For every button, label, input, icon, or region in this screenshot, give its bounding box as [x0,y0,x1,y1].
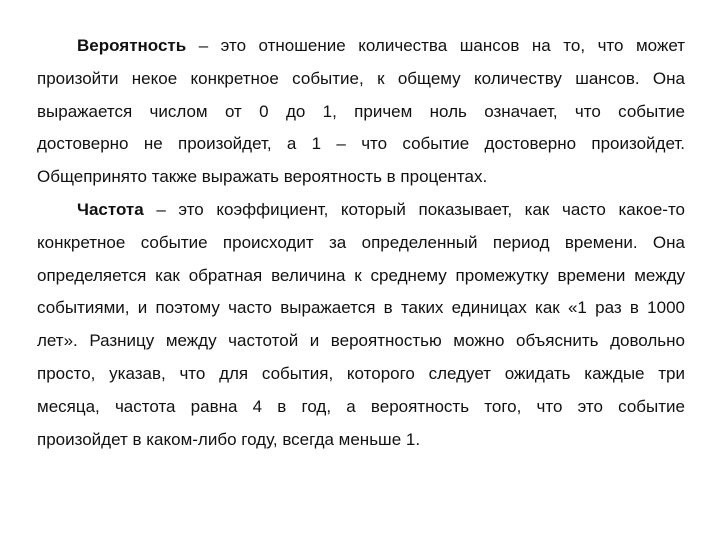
text-line: определяется как обратная величина к среднему промежутку времени между [37,265,685,285]
text-line: произойти некое конкретное событие, к общему количеству шансов. Она [37,68,685,88]
line-text: – это коэффициент, который показывает, как часто какое-то [143,199,685,219]
paragraph-frequency [37,194,685,456]
line-text: – это отношение количества шансов на то, что может [186,36,685,55]
term-probability: Вероятность [77,36,187,55]
term-frequency: Частота [77,199,144,219]
text-line: Общепринято также выражать вероятность в процентах. [37,167,488,187]
text-line: достоверно не произойдет, а 1 – что событие достоверно произойдет. [37,134,685,154]
text-line: месяца, частота равна 4 в год, а вероятность того, что это событие [37,396,685,416]
text-line: просто, указав, что для события, которого следует ожидать каждые три [37,363,685,383]
text-line [37,194,685,227]
text-body [37,30,685,456]
text-line: конкретное событие происходит за определенный период времени. Она [37,232,685,252]
text-line: лет». Разницу между частотой и вероятностью можно объяснить довольно [37,331,685,351]
text-line: выражается числом от 0 до 1, причем ноль означает, что событие [37,101,685,121]
text-line [37,30,685,63]
paragraph-probability [37,30,685,194]
text-line: событиями, и поэтому часто выражается в таких единицах как «1 раз в 1000 [37,298,685,318]
text-line: произойдет в каком-либо году, всегда меньше 1. [37,429,421,449]
